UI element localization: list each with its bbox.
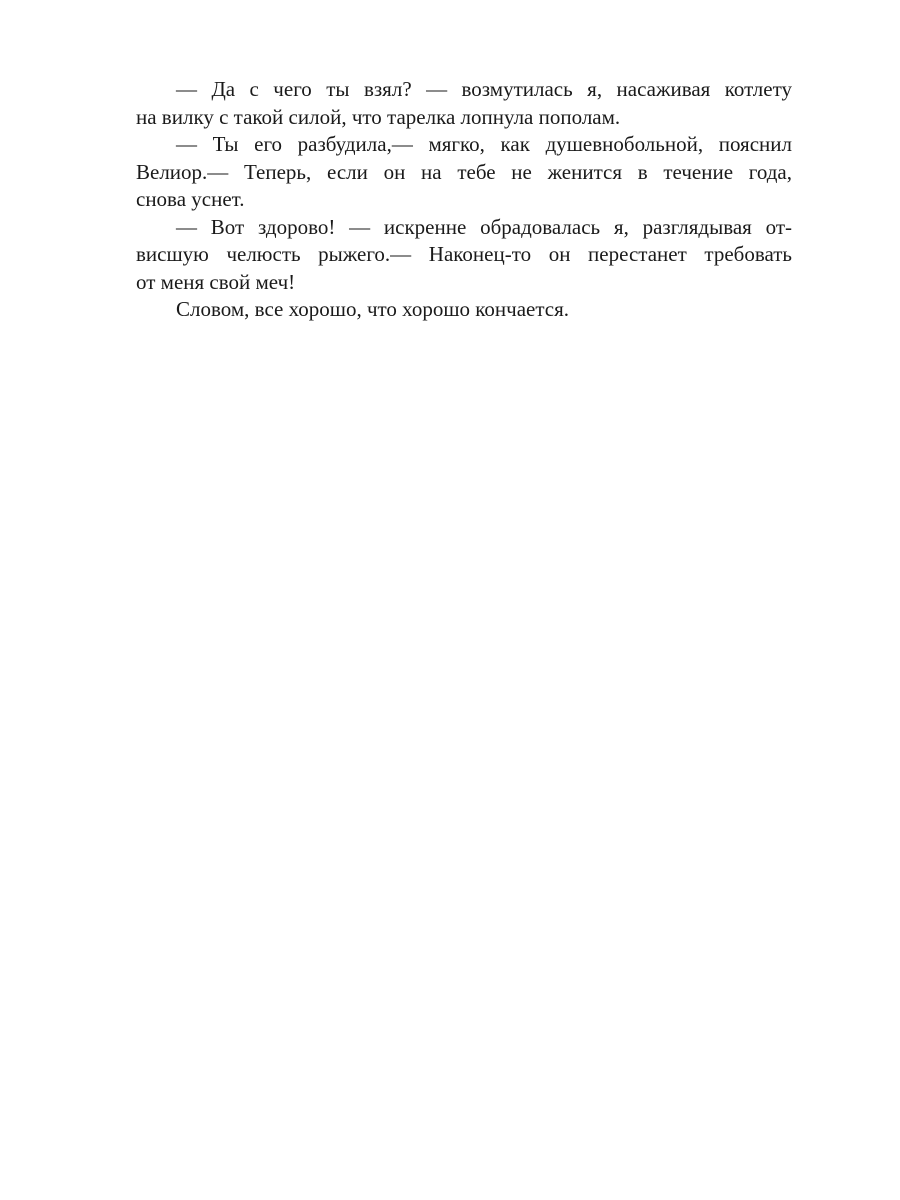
text-line: Велиор.— Теперь, если он на тебе не женится в течение года, [136,159,792,184]
text-line: Словом, все хорошо, что хорошо кончается. [176,297,570,321]
text-line: — Да с чего ты взял? — возмутилась я, насаживая котлету [176,77,792,101]
text-line: от меня свой меч! [136,269,296,294]
text-line: — Вот здорово! — искренне обрадовалась я, разглядывая от- [176,214,792,239]
text-line: — Ты его разбудила,— мягко, как душевнобольной, пояснил [176,132,792,156]
text-line: висшую челюсть рыжего.— Наконец-то он перестанет требовать [136,242,792,266]
body-text [136,76,792,324]
text-line: на вилку с такой силой, что тарелка лопнула пополам. [136,104,621,129]
text-line: снова уснет. [136,187,245,211]
